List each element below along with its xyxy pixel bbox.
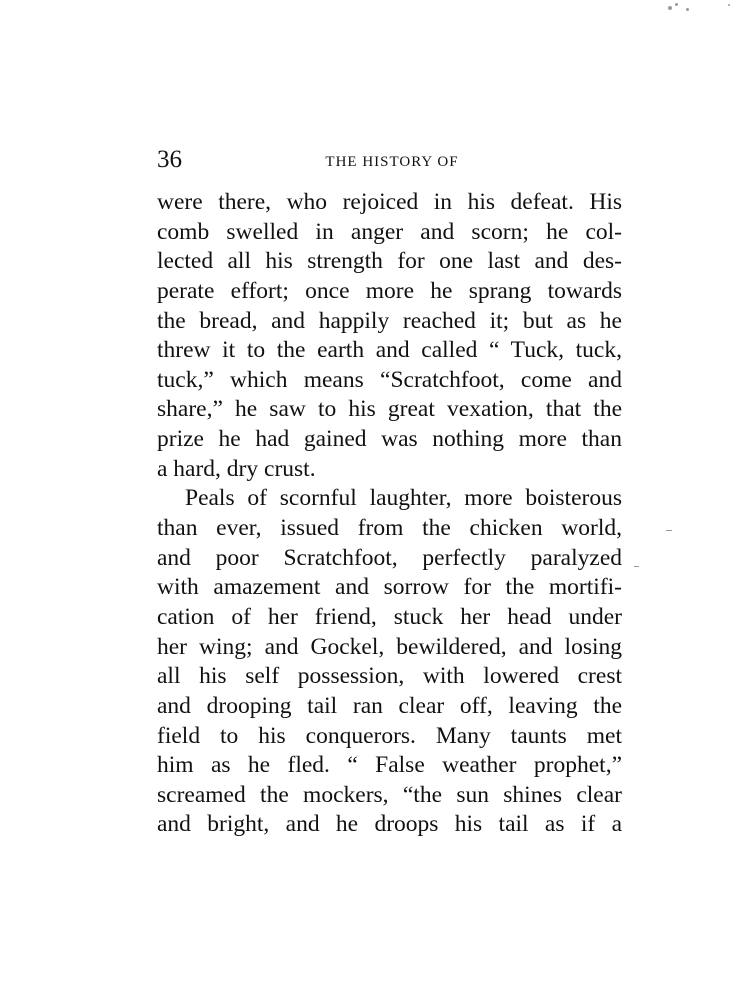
scan-speck: [668, 6, 672, 10]
text-line: and drooping tail ran clear off, leaving the: [157, 692, 622, 719]
text-line: were there, who rejoiced in his defeat. His: [157, 189, 622, 215]
page-number: 36: [157, 146, 182, 173]
text-line: with amazement and sorrow for the mortifi-: [157, 574, 622, 601]
text-line: lected all his strength for one last and des-: [157, 248, 622, 275]
text-line: him as he fled. “ False weather prophet,”: [157, 752, 622, 779]
text-line: than ever, issued from the chicken world,: [157, 515, 622, 542]
scan-speck: [634, 566, 639, 567]
text-line: and poor Scratchfoot, perfectly paralyzed: [157, 544, 622, 571]
text-line: prize he had gained was nothing more than: [157, 426, 622, 453]
text-line: screamed the mockers, “the sun shines clear: [157, 781, 622, 808]
text-line: tuck,” which means “Scratchfoot, come and: [157, 366, 622, 393]
text-line: Peals of scornful laughter, more boisterous: [185, 485, 622, 512]
scan-speck: [686, 8, 689, 11]
scan-speck: [728, 4, 730, 6]
text-line: cation of her friend, stuck her head under: [157, 603, 622, 630]
text-line: the bread, and happily reached it; but as he: [157, 307, 622, 334]
text-line: perate effort; once more he sprang towards: [157, 277, 622, 304]
text-line: her wing; and Gockel, bewildered, and losing: [157, 633, 622, 660]
text-line: share,” he saw to his great vexation, that the: [157, 396, 622, 423]
running-head: THE HISTORY OF: [325, 154, 459, 170]
text-line: comb swelled in anger and scorn; he col-: [157, 218, 622, 245]
scan-speck: [675, 3, 678, 6]
text-line: threw it to the earth and called “ Tuck, tuck,: [157, 337, 622, 364]
text-line: field to his conquerors. Many taunts met: [157, 722, 622, 749]
text-line: and bright, and he droops his tail as if a: [157, 811, 622, 838]
text-line: a hard, dry crust.: [157, 455, 316, 482]
text-line: all his self possession, with lowered crest: [157, 663, 622, 690]
body-text: [157, 188, 622, 840]
scan-speck: [666, 530, 672, 531]
page-header: [157, 143, 622, 177]
